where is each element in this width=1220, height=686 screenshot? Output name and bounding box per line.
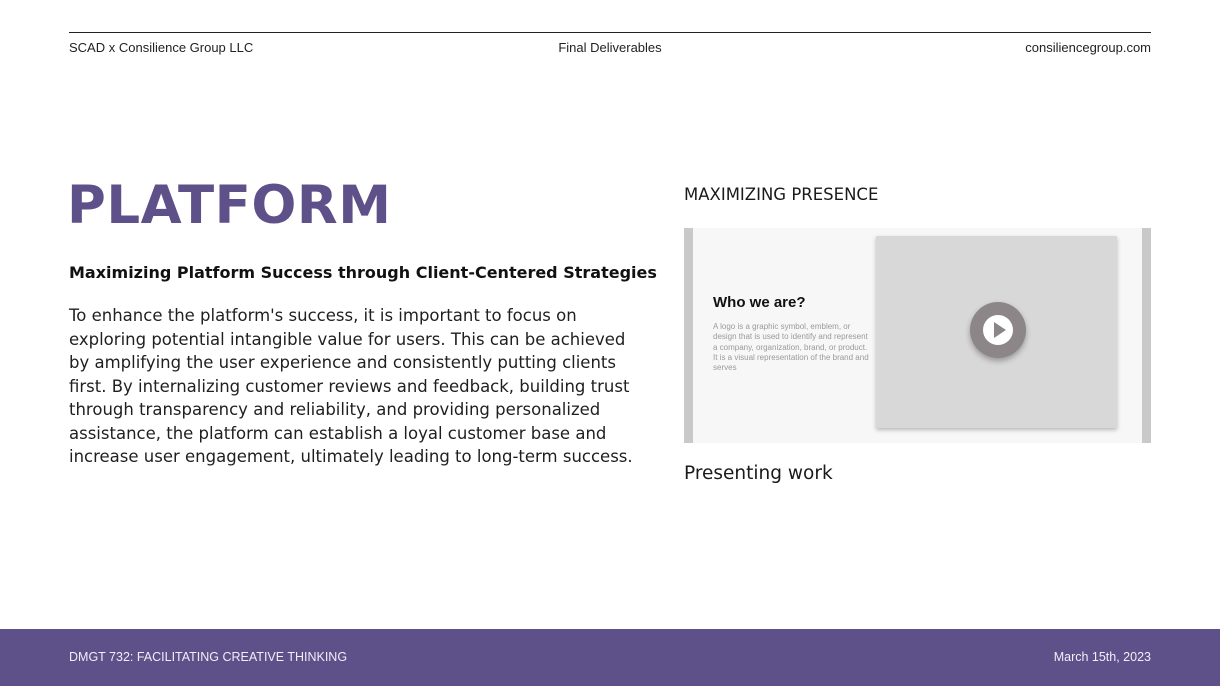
preview-text: A logo is a graphic symbol, emblem, or design that is used to identify and represent a company, organization, brand, or product. It is a visual representation of the brand and serves xyxy=(713,322,869,373)
play-button[interactable] xyxy=(970,302,1026,358)
media-caption: Presenting work xyxy=(684,463,833,484)
footer-date: March 15th, 2023 xyxy=(1053,650,1151,664)
video-preview-content xyxy=(693,228,1142,443)
play-icon xyxy=(970,302,1026,358)
header-rule xyxy=(69,32,1151,33)
media-heading: MAXIMIZING PRESENCE xyxy=(684,185,879,204)
preview-heading: Who we are? xyxy=(713,294,806,311)
header-section-title: Final Deliverables xyxy=(558,40,662,55)
footer-bar xyxy=(0,629,1220,686)
body-paragraph: To enhance the platform's success, it is important to focus on exploring potential intangible value for users. This can be achieved by amplifying the user experience and consistently putting clients first. By internalizing customer reviews and feedback, building trust through transparency and reliability, and providing personalized assistance, the platform can establish a loyal customer base and increase user engagement, ultimately leading to long-term success. xyxy=(69,306,633,466)
page-subtitle: Maximizing Platform Success through Client-Centered Strategies xyxy=(69,263,657,282)
video-frame[interactable] xyxy=(876,236,1117,428)
header-website: consiliencegroup.com xyxy=(1025,40,1151,55)
video-preview[interactable] xyxy=(684,228,1151,443)
page-title: PLATFORM xyxy=(67,175,392,236)
header-organization: SCAD x Consilience Group LLC xyxy=(69,40,254,55)
footer-course: DMGT 732: FACILITATING CREATIVE THINKING xyxy=(69,650,348,664)
